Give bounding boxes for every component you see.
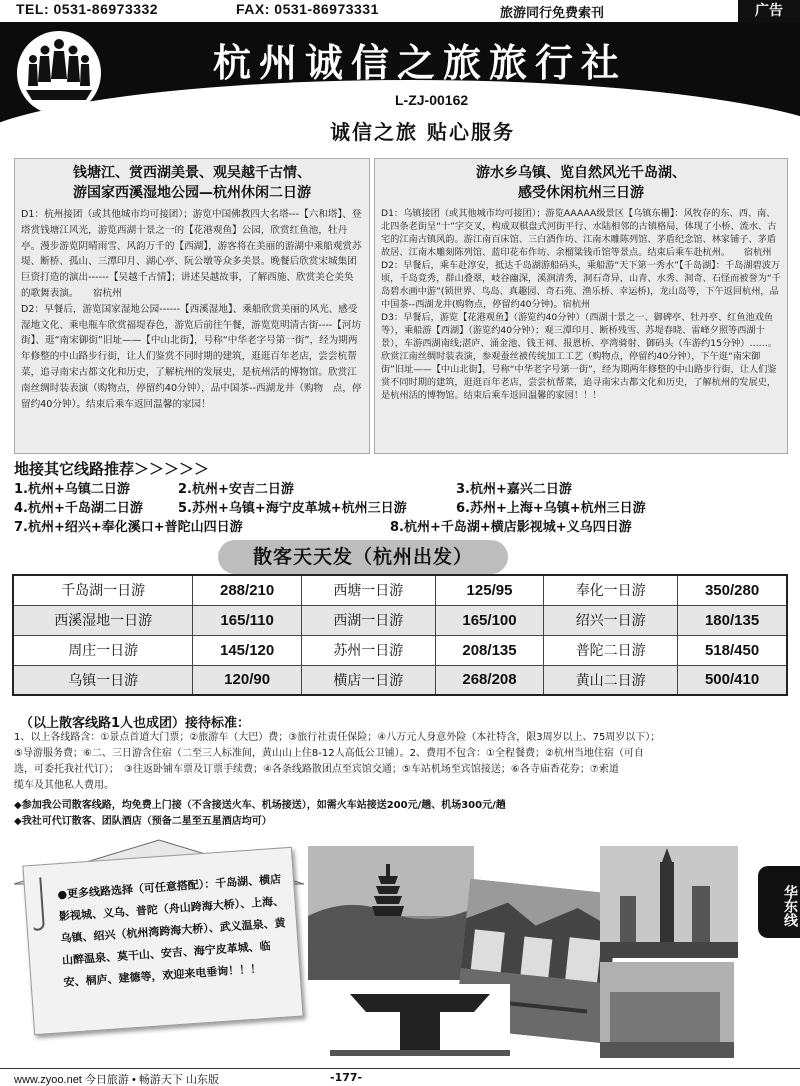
price-table — [12, 574, 788, 696]
route-price: 518/450 — [678, 635, 787, 665]
route-name: 横店一日游 — [301, 665, 435, 695]
route-price: 500/410 — [678, 665, 787, 695]
company-name: 杭州诚信之旅旅行社 — [212, 40, 627, 85]
itinerary-day-1: D1：乌镇接团（或其他城市均可接团）；游览AAAAA级景区【乌镇东栅】：风牧存的东、西、南、北四条老街呈“十”字交叉，构成双棋盘式河街平行、水陆相邻的古镇格局，体现了小桥、流水、古宅的江南古镇风韵。游江南百床馆、三白酒作坊、江南木雕陈列馆、茅盾纪念馆、林家铺子、茅盾故居、江南木雕刻陈列馆、蓝印花布作坊、余榴粱钱币馆等景点。结束后乘车赴杭州。 宿杭州 — [381, 208, 777, 258]
recommend-item: 1.杭州+乌镇二日游 — [14, 482, 130, 497]
route-price: 145/120 — [193, 635, 301, 665]
route-name: 西塘一日游 — [301, 575, 435, 605]
route-price: 268/208 — [435, 665, 543, 695]
pavilion-photo — [600, 962, 734, 1058]
route-name: 千岛湖一日游 — [13, 575, 193, 605]
price-row — [13, 665, 787, 695]
standards-title: （以上散客线路1人也成团）接待标准： — [20, 716, 251, 731]
tour-title: 游水乡乌镇、览自然风光千岛湖、 感受休闲杭州三日游 — [476, 165, 686, 201]
route-price: 165/100 — [435, 605, 543, 635]
skyline-photo — [600, 846, 738, 958]
guide-note: 旅游同行免费索刊 — [500, 6, 605, 21]
tour-title: 钱塘江、赏西湖美景、观吴越千古情、 游国家西溪湿地公园—杭州休闲二日游 — [73, 165, 311, 201]
tour-itinerary — [375, 203, 787, 402]
footer — [0, 1068, 800, 1086]
standards-text: 1、以上各线路含：①景点首道大门票；②旅游车（大巴）费；③旅行社责任保险；④八万元人身意外险（本社特含，限3周岁以上、75周岁以下）； ⑤导游服务费；⑥二、三日游含住宿（二至三人标准间，黄山山上住8-12人高低公卫铺）。2、费用不包含：①全程餐费；②杭州当地住宿（可自 选，可委托我社代订）； ③往返卧铺车票及订票手续费；④各条线路散团点至宾馆交通；⑤车站机场至宾馆接送；⑥各寺庙香花券；⑦索道 缆车及其他私人费用。 — [14, 732, 661, 791]
route-price: 120/90 — [193, 665, 301, 695]
logo-text: Integrity trip 诚信之旅 — [36, 117, 102, 138]
more-routes-note — [22, 847, 303, 1035]
recommend-item: 3.杭州+嘉兴二日游 — [456, 482, 572, 497]
recommend-item: 7.杭州+绍兴+奉化溪口+普陀山四日游 — [14, 520, 243, 535]
route-price: 180/135 — [678, 605, 787, 635]
top-strip — [0, 0, 800, 20]
route-price: 288/210 — [193, 575, 301, 605]
route-name: 西溪湿地一日游 — [13, 605, 193, 635]
header — [0, 22, 800, 148]
paperclip-icon — [30, 873, 54, 934]
daily-departure-banner: 散客天天发（杭州出发） — [218, 540, 508, 574]
recommend-item: 6.苏州+上海+乌镇+杭州三日游 — [456, 501, 646, 516]
itinerary-day-3: D3：早餐后，游览【花港观鱼】（游览约40分钟）（西湖十景之一、御碑亭、牡丹亭、红鱼池戏鱼等），乘船游【西湖】（游览约40分钟）；观三潭印月、断桥残雪、苏堤春晓、雷峰夕照等西湖十景），车游西湖南线;湛庐、涌金池、钱王祠、报恩桥、亭湾骑射、御码头（车游约15分钟）……。欣赏江南丝绸时装表演，参观蚕丝被传统加工工艺（购物点，停留约40分钟），下午逛“南宋御街”旧址——【中山北街】，号称“中华老字号第一街”，经为期两年修整的中山路步行街，让人们鉴赏不同时期的建筑，逛逛百年老店，尝尝杭帮菜，追寻南宋古都文化和历史，了解杭州的发展史，是杭州活的博物馆。结束后乘车返回温馨的家园！！！ — [381, 312, 778, 401]
route-name: 周庄一日游 — [13, 635, 193, 665]
route-name: 普陀二日游 — [544, 635, 678, 665]
route-name: 绍兴一日游 — [544, 605, 678, 635]
route-name: 西湖一日游 — [301, 605, 435, 635]
license-number: L-ZJ-00162 — [395, 92, 469, 108]
route-name: 奉化一日游 — [544, 575, 678, 605]
route-price: 125/95 — [435, 575, 543, 605]
route-name: 乌镇一日游 — [13, 665, 193, 695]
page-number: -177- — [330, 1071, 363, 1084]
fax: FAX: 0531-86973331 — [236, 1, 379, 17]
slogan: 诚信之旅 贴心服务 — [330, 120, 515, 144]
ad-label: 广告 — [738, 0, 800, 22]
recommend-item: 8.杭州+千岛湖+横店影视城+义乌四日游 — [390, 520, 632, 535]
pickup-note: ◆参加我公司散客线路，均免费上门接（不含接送火车、机场接送），如需火车站接送200元/趟、机场300元/趟 — [14, 800, 506, 811]
tour-box-3day — [374, 158, 788, 454]
footer-url: www.zyoo.net 今日旅游 • 畅游天下 山东版 — [14, 1074, 219, 1086]
itinerary-day-2: D2：早餐后，游览国家湿地公园------【西溪湿地】、乘船欣赏美丽的风光、感受湿地文化、乘电瓶车欣赏福堤春色，游览后前往午餐，游览览明清古街----【河坊街】、逛“南宋御街”旧址——【中山北街】，号称“中华老字号第一街”，经为期两年修整的中山路步行街，让人们鉴赏不同时期的建筑，逛逛百年老店，尝尝杭帮菜，追寻南宋古都文化和历史，了解杭州的发展史，是杭州活的博物馆。欣赏江南丝绸时装表演（购物点，停留约40分钟），品中国茶--西湖龙井（购物 点，停留约40分钟）。结束后乘车返回温馨的家园！ — [21, 303, 362, 410]
region-tab: 华东线 — [758, 866, 800, 938]
itinerary-day-1: D1：杭州接团（或其他城市均可接团）；游览中国佛教四大名塔---【六和塔】、登塔赏钱塘江风光，游览西湖十景之一的【花港观鱼】公园，欣赏红鱼池，牡丹亭。漫步游览阴晴雨雪、风韵万千的【西湖】，游客将在美丽的游湖中乘船观赏苏堤、断桥、孤山、三潭印月、湖心亭、阮公墩等众多美景。晚餐后欣赏宋城集团巨资打造的演出------【吴越千古情】；讲述吴越故事，了解西施、欣赏美仑美奂的歌舞表演。 宿杭州 — [21, 209, 362, 299]
route-price: 208/135 — [435, 635, 543, 665]
route-price: 350/280 — [678, 575, 787, 605]
recommend-title: 地接其它线路推荐＞＞＞＞＞ — [14, 460, 210, 478]
price-row — [13, 575, 787, 605]
recommend-item: 4.杭州+千岛湖二日游 — [14, 501, 143, 516]
expo-pavilion-photo — [330, 984, 510, 1056]
itinerary-day-2: D2：早餐后，乘车赴淳安，抵达千岛湖游船码头，乘船游“天下第一秀水”【千岛湖】：千岛湖碧波万顷，千岛竟秀，群山叠翠，岐谷幽深，溪涧清秀，洞石奇异，山青、水秀、洞奇、石怪而被誉为“千岛碧水画中游”(锁世界、鸟岛、真趣园、奇石苑、渔乐桥、幸运桥)，龙山岛等，下午返回杭州，品中国茶--西湖龙井(购物点，停留约40分钟)。宿杭州 — [381, 260, 781, 310]
tour-itinerary — [15, 203, 369, 412]
more-routes-text: ●更多线路选择（可任意搭配）：千岛湖、横店影视城、义乌、普陀（舟山跨海大桥）、上海、乌镇、绍兴（杭州湾跨海大桥）、武义温泉、黄山醉温泉、莫干山、安吉、海宁皮革城、临安、桐庐、建德等，欢迎来电垂询！！！ — [57, 872, 286, 990]
hotel-note: ◆我社可代订散客、团队酒店（预备二星至五星酒店均可） — [14, 816, 272, 827]
price-row — [13, 635, 787, 665]
route-name: 黄山二日游 — [544, 665, 678, 695]
tour-box-2day — [14, 158, 370, 454]
recommend-item: 5.苏州+乌镇+海宁皮革城+杭州三日游 — [178, 501, 407, 516]
telephone: TEL: 0531-86973332 — [16, 1, 159, 17]
route-name: 苏州一日游 — [301, 635, 435, 665]
recommend-item: 2.杭州+安吉二日游 — [178, 482, 294, 497]
pagoda-photo — [308, 846, 474, 980]
route-price: 165/110 — [193, 605, 301, 635]
people-logo-icon — [14, 28, 104, 118]
price-row — [13, 605, 787, 635]
